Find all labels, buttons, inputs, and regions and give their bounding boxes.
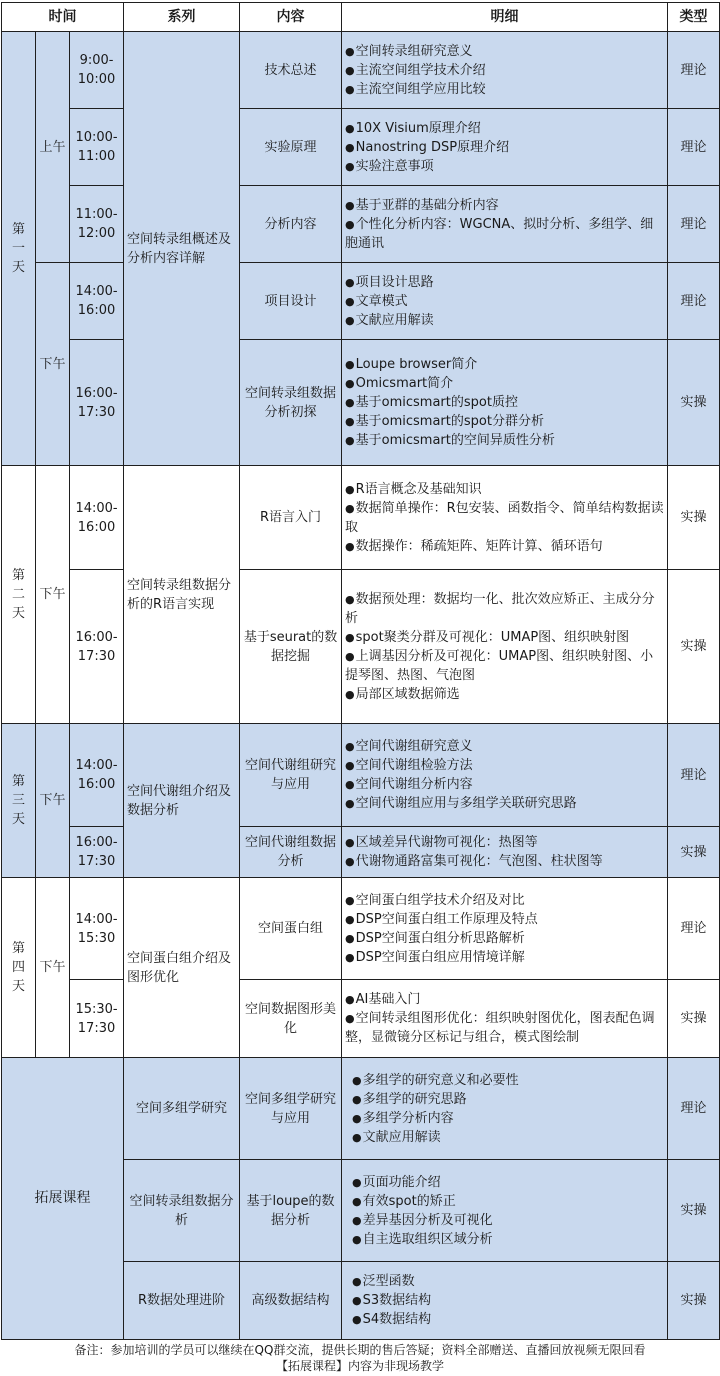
detail-item: ● R语言概念及基础知识 xyxy=(345,480,664,499)
slot-time-line: 14:00- xyxy=(75,500,118,516)
extension-row xyxy=(2,1058,720,1160)
detail-cell xyxy=(342,724,668,827)
day-label xyxy=(2,466,36,724)
detail-item: ● 多组学的研究思路 xyxy=(352,1090,664,1109)
slot-time xyxy=(70,724,124,827)
detail-item: ● 基于omicsmart的空间异质性分析 xyxy=(345,431,664,450)
detail-list xyxy=(345,355,664,450)
type-cell: 实操 xyxy=(668,466,720,570)
detail-item: ● 基于omicsmart的spot分群分析 xyxy=(345,412,664,431)
detail-list xyxy=(345,990,664,1047)
day-label xyxy=(2,32,36,466)
detail-list xyxy=(352,1071,664,1147)
slot-row xyxy=(2,186,720,263)
slot-row xyxy=(2,340,720,466)
day-label-char: 天 xyxy=(11,812,25,827)
period-label: 上午 xyxy=(36,32,70,263)
content-cell: 高级数据结构 xyxy=(240,1262,342,1340)
detail-cell xyxy=(342,980,668,1058)
footer-line-1: 备注：参加培训的学员可以继续在QQ群交流，提供长期的售后答疑；资料全部赠送、直播回放视频无限回看 xyxy=(74,1343,646,1357)
detail-item: ● 上调基因分析及可视化：UMAP图、组织映射图、小提琴图、热图、气泡图 xyxy=(345,647,664,685)
detail-item: ● 区域差异代谢物可视化：热图等 xyxy=(345,833,664,852)
detail-item: ● 代谢物通路富集可视化：气泡图、柱状图等 xyxy=(345,852,664,871)
slot-time-line: 16:00 xyxy=(77,303,116,318)
detail-item: ● S3数据结构 xyxy=(352,1291,664,1310)
slot-time-line: 15:30 xyxy=(77,930,116,946)
slot-time xyxy=(70,466,124,570)
slot-time-line: 16:00- xyxy=(75,835,118,850)
extension-label: 拓展课程 xyxy=(2,1058,124,1340)
detail-item: ● 基于亚群的基础分析内容 xyxy=(345,196,664,215)
detail-cell xyxy=(342,1262,668,1340)
slot-time-line: 10:00- xyxy=(75,130,118,145)
day-label xyxy=(2,724,36,878)
slot-time xyxy=(70,186,124,263)
detail-item: ● 基于omicsmart的spot质控 xyxy=(345,393,664,412)
detail-list xyxy=(345,833,664,871)
type-cell: 理论 xyxy=(668,109,720,186)
content-cell: 空间数据图形美化 xyxy=(240,980,342,1058)
slot-time-line: 17:30 xyxy=(77,648,116,664)
slot-time-line: 14:00- xyxy=(75,911,118,927)
type-cell: 实操 xyxy=(668,980,720,1058)
detail-item: ● 实验注意事项 xyxy=(345,157,664,176)
type-cell: 理论 xyxy=(668,186,720,263)
type-cell: 实操 xyxy=(668,827,720,878)
day-label xyxy=(2,878,36,1058)
detail-list xyxy=(352,1272,664,1329)
slot-time xyxy=(70,878,124,980)
period-label: 下午 xyxy=(36,724,70,878)
series-cell: 空间转录组数据分析 xyxy=(124,1160,240,1262)
slot-time xyxy=(70,570,124,724)
detail-item: ● 项目设计思路 xyxy=(345,273,664,292)
schedule-body xyxy=(2,32,720,1340)
detail-list xyxy=(345,273,664,330)
day-label-char: 天 xyxy=(11,979,25,994)
type-cell: 理论 xyxy=(668,878,720,980)
detail-cell xyxy=(342,570,668,724)
slot-time xyxy=(70,109,124,186)
content-cell: 实验原理 xyxy=(240,109,342,186)
series-cell: R数据处理进阶 xyxy=(124,1262,240,1340)
slot-time-line: 9:00- xyxy=(79,53,114,68)
detail-cell xyxy=(342,878,668,980)
detail-cell xyxy=(342,32,668,109)
type-cell: 理论 xyxy=(668,1058,720,1160)
content-cell: 基于loupe的数据分析 xyxy=(240,1160,342,1262)
detail-item: ● Nanostring DSP原理介绍 xyxy=(345,138,664,157)
detail-cell xyxy=(342,340,668,466)
slot-time-line: 16:00- xyxy=(75,629,118,645)
content-cell: 空间蛋白组 xyxy=(240,878,342,980)
detail-item: ● 主流空间组学应用比较 xyxy=(345,80,664,99)
content-cell: 技术总述 xyxy=(240,32,342,109)
day-label-char: 天 xyxy=(11,260,25,275)
detail-item: ● DSP空间蛋白组分析思路解析 xyxy=(345,929,664,948)
detail-item: ● DSP空间蛋白组工作原理及特点 xyxy=(345,910,664,929)
detail-cell xyxy=(342,1160,668,1262)
day-label-char: 第 xyxy=(11,774,25,789)
detail-cell xyxy=(342,186,668,263)
slot-time xyxy=(70,32,124,109)
slot-time-line: 17:30 xyxy=(77,404,116,420)
header-series: 系列 xyxy=(124,3,240,32)
footer-note xyxy=(0,1342,720,1374)
slot-time-line: 16:00 xyxy=(77,777,116,792)
period-label: 下午 xyxy=(36,466,70,724)
detail-item: ● 局部区域数据筛选 xyxy=(345,685,664,704)
slot-row xyxy=(2,980,720,1058)
detail-item: ● 空间代谢组研究意义 xyxy=(345,737,664,756)
detail-item: ● 数据操作：稀疏矩阵、矩阵计算、循环语句 xyxy=(345,537,664,556)
detail-item: ● 泛型函数 xyxy=(352,1272,664,1291)
content-cell: R语言入门 xyxy=(240,466,342,570)
header-detail: 明细 xyxy=(342,3,668,32)
detail-item: ● 空间蛋白组学技术介绍及对比 xyxy=(345,891,664,910)
type-cell: 理论 xyxy=(668,724,720,827)
period-label: 下午 xyxy=(36,878,70,1058)
detail-list xyxy=(345,480,664,556)
detail-list xyxy=(345,196,664,253)
detail-item: ● 空间代谢组应用与多组学关联研究思路 xyxy=(345,794,664,813)
type-cell: 实操 xyxy=(668,1262,720,1340)
detail-item: ● AI基础入门 xyxy=(345,990,664,1009)
series-cell: 空间转录组概述及分析内容详解 xyxy=(124,32,240,466)
detail-item: ● 个性化分析内容：WGCNA、拟时分析、多组学、细胞通讯 xyxy=(345,215,664,253)
content-cell: 空间转录组数据分析初探 xyxy=(240,340,342,466)
detail-item: ● 自主选取组织区域分析 xyxy=(352,1230,664,1249)
type-cell: 理论 xyxy=(668,32,720,109)
detail-item: ● 差异基因分析及可视化 xyxy=(352,1211,664,1230)
detail-item: ● S4数据结构 xyxy=(352,1310,664,1329)
detail-list xyxy=(345,590,664,704)
detail-item: ● 空间转录组图形优化：组织映射图优化，图表配色调整，显微镜分区标记与组合，模式图绘制 xyxy=(345,1009,664,1047)
detail-cell xyxy=(342,466,668,570)
detail-list xyxy=(345,737,664,813)
detail-item: ● 文献应用解读 xyxy=(352,1128,664,1147)
slot-row xyxy=(2,570,720,724)
detail-cell xyxy=(342,109,668,186)
content-cell: 空间多组学研究与应用 xyxy=(240,1058,342,1160)
detail-item: ● 有效spot的矫正 xyxy=(352,1192,664,1211)
series-cell: 空间蛋白组介绍及图形优化 xyxy=(124,878,240,1058)
slot-time-line: 15:30- xyxy=(75,1001,118,1017)
slot-time-line: 14:00- xyxy=(75,284,118,299)
slot-time-line: 17:30 xyxy=(77,1020,116,1036)
detail-cell xyxy=(342,1058,668,1160)
slot-time-line: 14:00- xyxy=(75,758,118,773)
type-cell: 实操 xyxy=(668,1160,720,1262)
slot-row xyxy=(2,724,720,827)
slot-time xyxy=(70,980,124,1058)
detail-item: ● DSP空间蛋白组应用情境详解 xyxy=(345,948,664,967)
detail-item: ● 文献应用解读 xyxy=(345,311,664,330)
type-cell: 理论 xyxy=(668,263,720,340)
slot-row xyxy=(2,466,720,570)
detail-item: ● Loupe browser简介 xyxy=(345,355,664,374)
day-label-char: 第 xyxy=(11,222,25,237)
day-label-char: 一 xyxy=(11,241,25,256)
detail-item: ● 页面功能介绍 xyxy=(352,1173,664,1192)
content-cell: 基于seurat的数据挖掘 xyxy=(240,570,342,724)
day-label-char: 第 xyxy=(11,941,25,956)
content-cell: 分析内容 xyxy=(240,186,342,263)
day-label-char: 四 xyxy=(11,960,25,975)
detail-item: ● 多组学的研究意义和必要性 xyxy=(352,1071,664,1090)
detail-list xyxy=(345,42,664,99)
header-content: 内容 xyxy=(240,3,342,32)
detail-list xyxy=(352,1173,664,1249)
day-label-char: 天 xyxy=(11,606,25,621)
detail-item: ● 空间转录组研究意义 xyxy=(345,42,664,61)
slot-time-line: 12:00 xyxy=(77,226,116,241)
slot-time-line: 11:00- xyxy=(75,207,118,222)
slot-time xyxy=(70,263,124,340)
content-cell: 空间代谢组研究与应用 xyxy=(240,724,342,827)
slot-time-line: 16:00- xyxy=(75,385,118,401)
schedule-table xyxy=(1,2,720,1340)
detail-item: ● spot聚类分群及可视化：UMAP图、组织映射图 xyxy=(345,628,664,647)
detail-item: ● 主流空间组学技术介绍 xyxy=(345,61,664,80)
detail-list xyxy=(345,891,664,967)
header-time: 时间 xyxy=(2,3,124,32)
slot-time-line: 16:00 xyxy=(77,519,116,535)
detail-cell xyxy=(342,827,668,878)
day-label-char: 第 xyxy=(11,568,25,583)
slot-row xyxy=(2,109,720,186)
slot-row xyxy=(2,878,720,980)
type-cell: 实操 xyxy=(668,340,720,466)
day-label-char: 三 xyxy=(11,793,25,808)
slot-time-line: 17:30 xyxy=(77,854,116,869)
day-label-char: 二 xyxy=(11,587,25,602)
slot-row xyxy=(2,827,720,878)
slot-time-line: 10:00 xyxy=(77,72,116,87)
detail-item: ● 空间代谢组检验方法 xyxy=(345,756,664,775)
detail-item: ● 数据预处理：数据均一化、批次效应矫正、主成分分析 xyxy=(345,590,664,628)
detail-list xyxy=(345,119,664,176)
slot-time-line: 11:00 xyxy=(77,149,116,164)
detail-item: ● 数据简单操作：R包安装、函数指令、简单结构数据读取 xyxy=(345,499,664,537)
slot-row xyxy=(2,263,720,340)
period-label: 下午 xyxy=(36,263,70,466)
slot-time xyxy=(70,340,124,466)
detail-item: ● 空间代谢组分析内容 xyxy=(345,775,664,794)
series-cell: 空间多组学研究 xyxy=(124,1058,240,1160)
slot-row xyxy=(2,32,720,109)
content-cell: 空间代谢组数据分析 xyxy=(240,827,342,878)
slot-time xyxy=(70,827,124,878)
series-cell: 空间转录组数据分析的R语言实现 xyxy=(124,466,240,724)
detail-item: ● 10X Visium原理介绍 xyxy=(345,119,664,138)
detail-item: ● Omicsmart简介 xyxy=(345,374,664,393)
detail-item: ● 多组学分析内容 xyxy=(352,1109,664,1128)
content-cell: 项目设计 xyxy=(240,263,342,340)
detail-item: ● 文章模式 xyxy=(345,292,664,311)
detail-cell xyxy=(342,263,668,340)
footer-line-2: 【拓展课程】内容为非现场教学 xyxy=(275,1359,444,1373)
type-cell: 实操 xyxy=(668,570,720,724)
header-type: 类型 xyxy=(668,3,720,32)
header-row xyxy=(2,3,720,32)
series-cell: 空间代谢组介绍及数据分析 xyxy=(124,724,240,878)
